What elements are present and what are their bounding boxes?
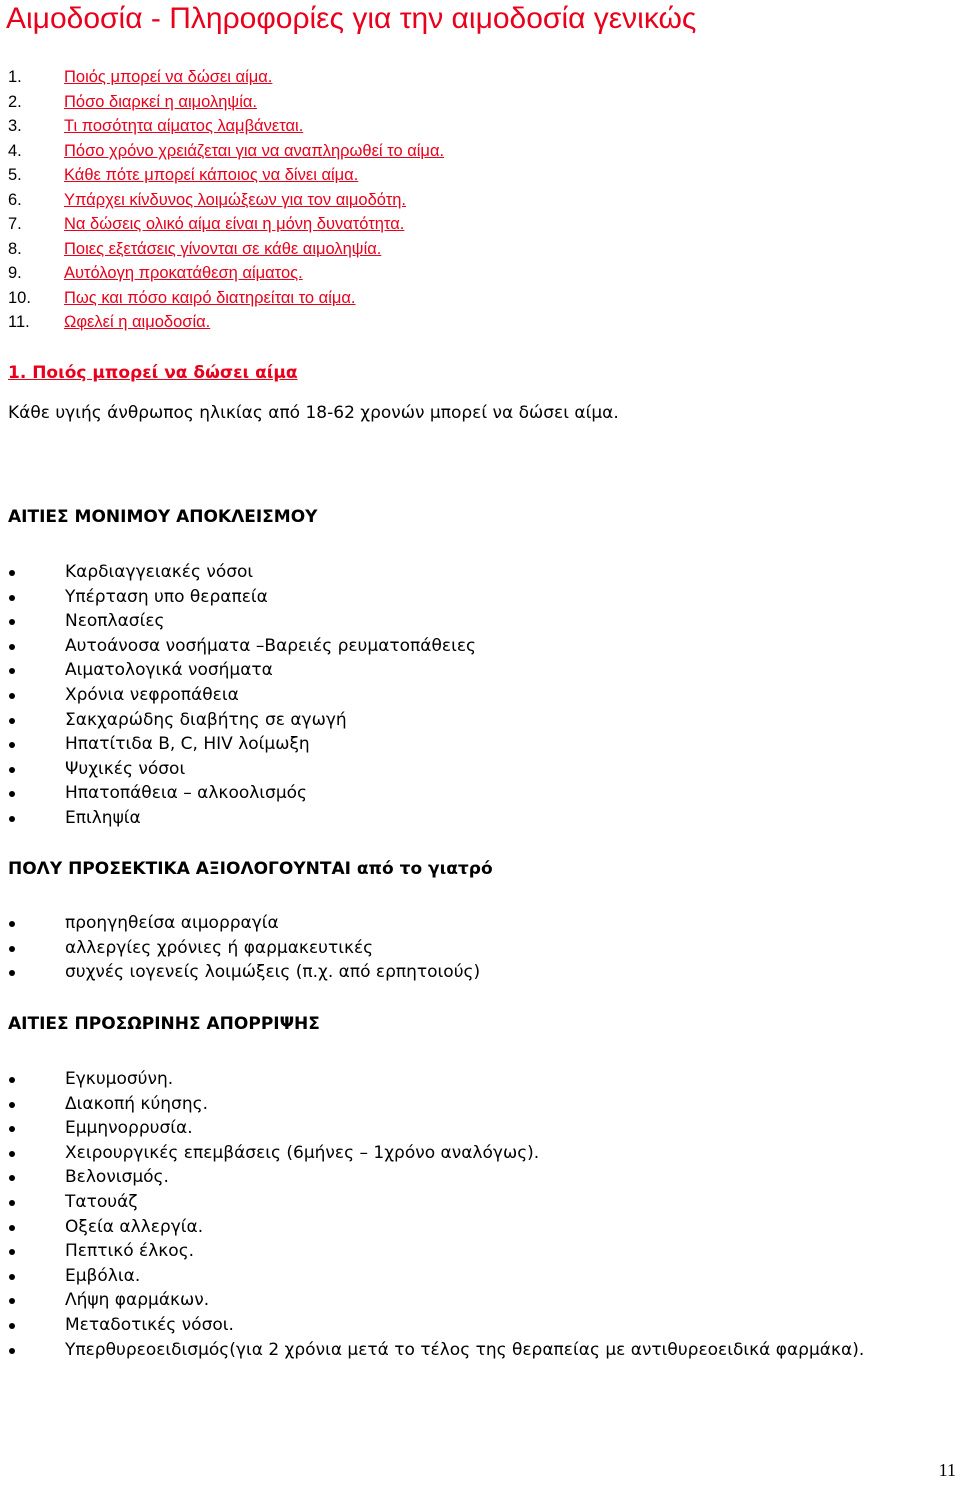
page-number: 11	[938, 1460, 956, 1480]
list-item: Οξεία αλλεργία.	[0, 1215, 864, 1240]
section-heading-who-can-donate[interactable]: 1. Ποιός μπορεί να δώσει αίμα	[8, 363, 298, 383]
toc-item[interactable]	[8, 114, 444, 139]
toc-number: 4.	[8, 141, 22, 160]
list-item: Ψυχικές νόσοι	[0, 757, 476, 782]
toc-number: 2.	[8, 92, 22, 111]
permanent-exclusion-list	[0, 560, 476, 831]
toc-link[interactable]: Αυτόλογη προκατάθεση αίματος.	[64, 264, 303, 282]
toc-number: 9.	[8, 264, 22, 282]
list-item: Επιληψία	[0, 806, 476, 831]
toc-number: 3.	[8, 117, 22, 135]
toc-link[interactable]: Πόσο διαρκεί η αιμοληψία.	[64, 92, 257, 111]
list-item: Εμβόλια.	[0, 1264, 864, 1289]
toc-item[interactable]	[8, 237, 444, 262]
list-item: Διακοπή κύησης.	[0, 1092, 864, 1117]
list-item: Ηπατίτιδα Β, C, HIV λοίμωξη	[0, 732, 476, 757]
list-item: Τατουάζ	[0, 1190, 864, 1215]
list-item: Χρόνια νεφροπάθεια	[0, 683, 476, 708]
toc-link[interactable]: Πόσο χρόνο χρειάζεται για να αναπληρωθεί το αίμα.	[64, 141, 445, 160]
toc-number: 6.	[8, 190, 22, 209]
toc-item[interactable]	[8, 90, 444, 115]
toc-item[interactable]	[8, 212, 444, 237]
list-item: Πεπτικό έλκος.	[0, 1239, 864, 1264]
careful-evaluation-list	[0, 911, 480, 985]
list-item: Υπέρταση υπο θεραπεία	[0, 585, 476, 610]
list-item: Εγκυμοσύνη.	[0, 1067, 864, 1092]
list-item: Λήψη φαρμάκων.	[0, 1288, 864, 1313]
list-item: Σακχαρώδης διαβήτης σε αγωγή	[0, 708, 476, 733]
toc-item[interactable]	[8, 261, 444, 286]
careful-evaluation-heading: ΠΟΛΥ ΠΡΟΣΕΚΤΙΚΑ ΑΞΙΟΛΟΓΟΥΝΤΑΙ από το γιατρό	[8, 859, 493, 879]
toc-number: 8.	[8, 239, 22, 258]
toc-number: 11.	[8, 313, 30, 331]
list-item: Αιματολογικά νοσήματα	[0, 658, 476, 683]
list-item: Νεοπλασίες	[0, 609, 476, 634]
permanent-exclusion-heading: ΑΙΤΙΕΣ ΜΟΝΙΜΟΥ ΑΠΟΚΛΕΙΣΜΟΥ	[8, 507, 318, 527]
list-item: Χειρουργικές επεμβάσεις (6μήνες – 1χρόνο αναλόγως).	[0, 1141, 864, 1166]
toc-number: 5.	[8, 166, 22, 184]
toc-link[interactable]: Ποιες εξετάσεις γίνονται σε κάθε αιμοληψία.	[64, 239, 382, 258]
table-of-contents	[8, 65, 444, 335]
list-item: Καρδιαγγειακές νόσοι	[0, 560, 476, 585]
list-item: Ηπατοπάθεια – αλκοολισμός	[0, 781, 476, 806]
toc-link[interactable]: Κάθε πότε μπορεί κάποιος να δίνει αίμα.	[64, 166, 359, 184]
toc-number: 7.	[8, 215, 22, 233]
list-item: Μεταδοτικές νόσοι.	[0, 1313, 864, 1338]
toc-item[interactable]	[8, 286, 444, 311]
toc-link[interactable]: Να δώσεις ολικό αίμα είναι η μόνη δυνατότητα.	[64, 215, 405, 233]
toc-item[interactable]	[8, 163, 444, 188]
toc-link[interactable]: Ποιός μπορεί να δώσει αίμα.	[64, 68, 273, 86]
eligibility-text: Κάθε υγιής άνθρωπος ηλικίας από 18-62 χρονών μπορεί να δώσει αίμα.	[8, 403, 619, 423]
toc-link[interactable]: Τι ποσότητα αίματος λαμβάνεται.	[64, 117, 304, 135]
list-item: αλλεργίες χρόνιες ή φαρμακευτικές	[0, 936, 480, 961]
list-item: Αυτοάνοσα νοσήματα –Βαρειές ρευματοπάθειες	[0, 634, 476, 659]
list-item: Βελονισμός.	[0, 1165, 864, 1190]
toc-number: 10.	[8, 288, 31, 307]
toc-link[interactable]: Υπάρχει κίνδυνος λοιμώξεων για τον αιμοδότη.	[64, 190, 407, 209]
page-title: Αιμοδοσία - Πληροφορίες για την αιμοδοσία γενικώς	[6, 2, 697, 35]
list-item: Υπερθυρεοειδισμός(για 2 χρόνια μετά το τέλος της θεραπείας με αντιθυρεοειδικά φαρμάκα).	[0, 1338, 864, 1363]
list-item: Εμμηνορρυσία.	[0, 1116, 864, 1141]
list-item: προηγηθείσα αιμορραγία	[0, 911, 480, 936]
toc-item[interactable]	[8, 65, 444, 90]
toc-number: 1.	[8, 68, 22, 86]
toc-link[interactable]: Ωφελεί η αιμοδοσία.	[64, 313, 211, 331]
toc-item[interactable]	[8, 188, 444, 213]
toc-item[interactable]	[8, 310, 444, 335]
temporary-rejection-list	[0, 1067, 864, 1362]
list-item: συχνές ιογενείς λοιμώξεις (π.χ. από ερπητοιούς)	[0, 960, 480, 985]
temporary-rejection-heading: ΑΙΤΙΕΣ ΠΡΟΣΩΡΙΝΗΣ ΑΠΟΡΡΙΨΗΣ	[8, 1014, 320, 1034]
toc-link[interactable]: Πως και πόσο καιρό διατηρείται το αίμα.	[64, 288, 356, 307]
toc-item[interactable]	[8, 139, 444, 164]
